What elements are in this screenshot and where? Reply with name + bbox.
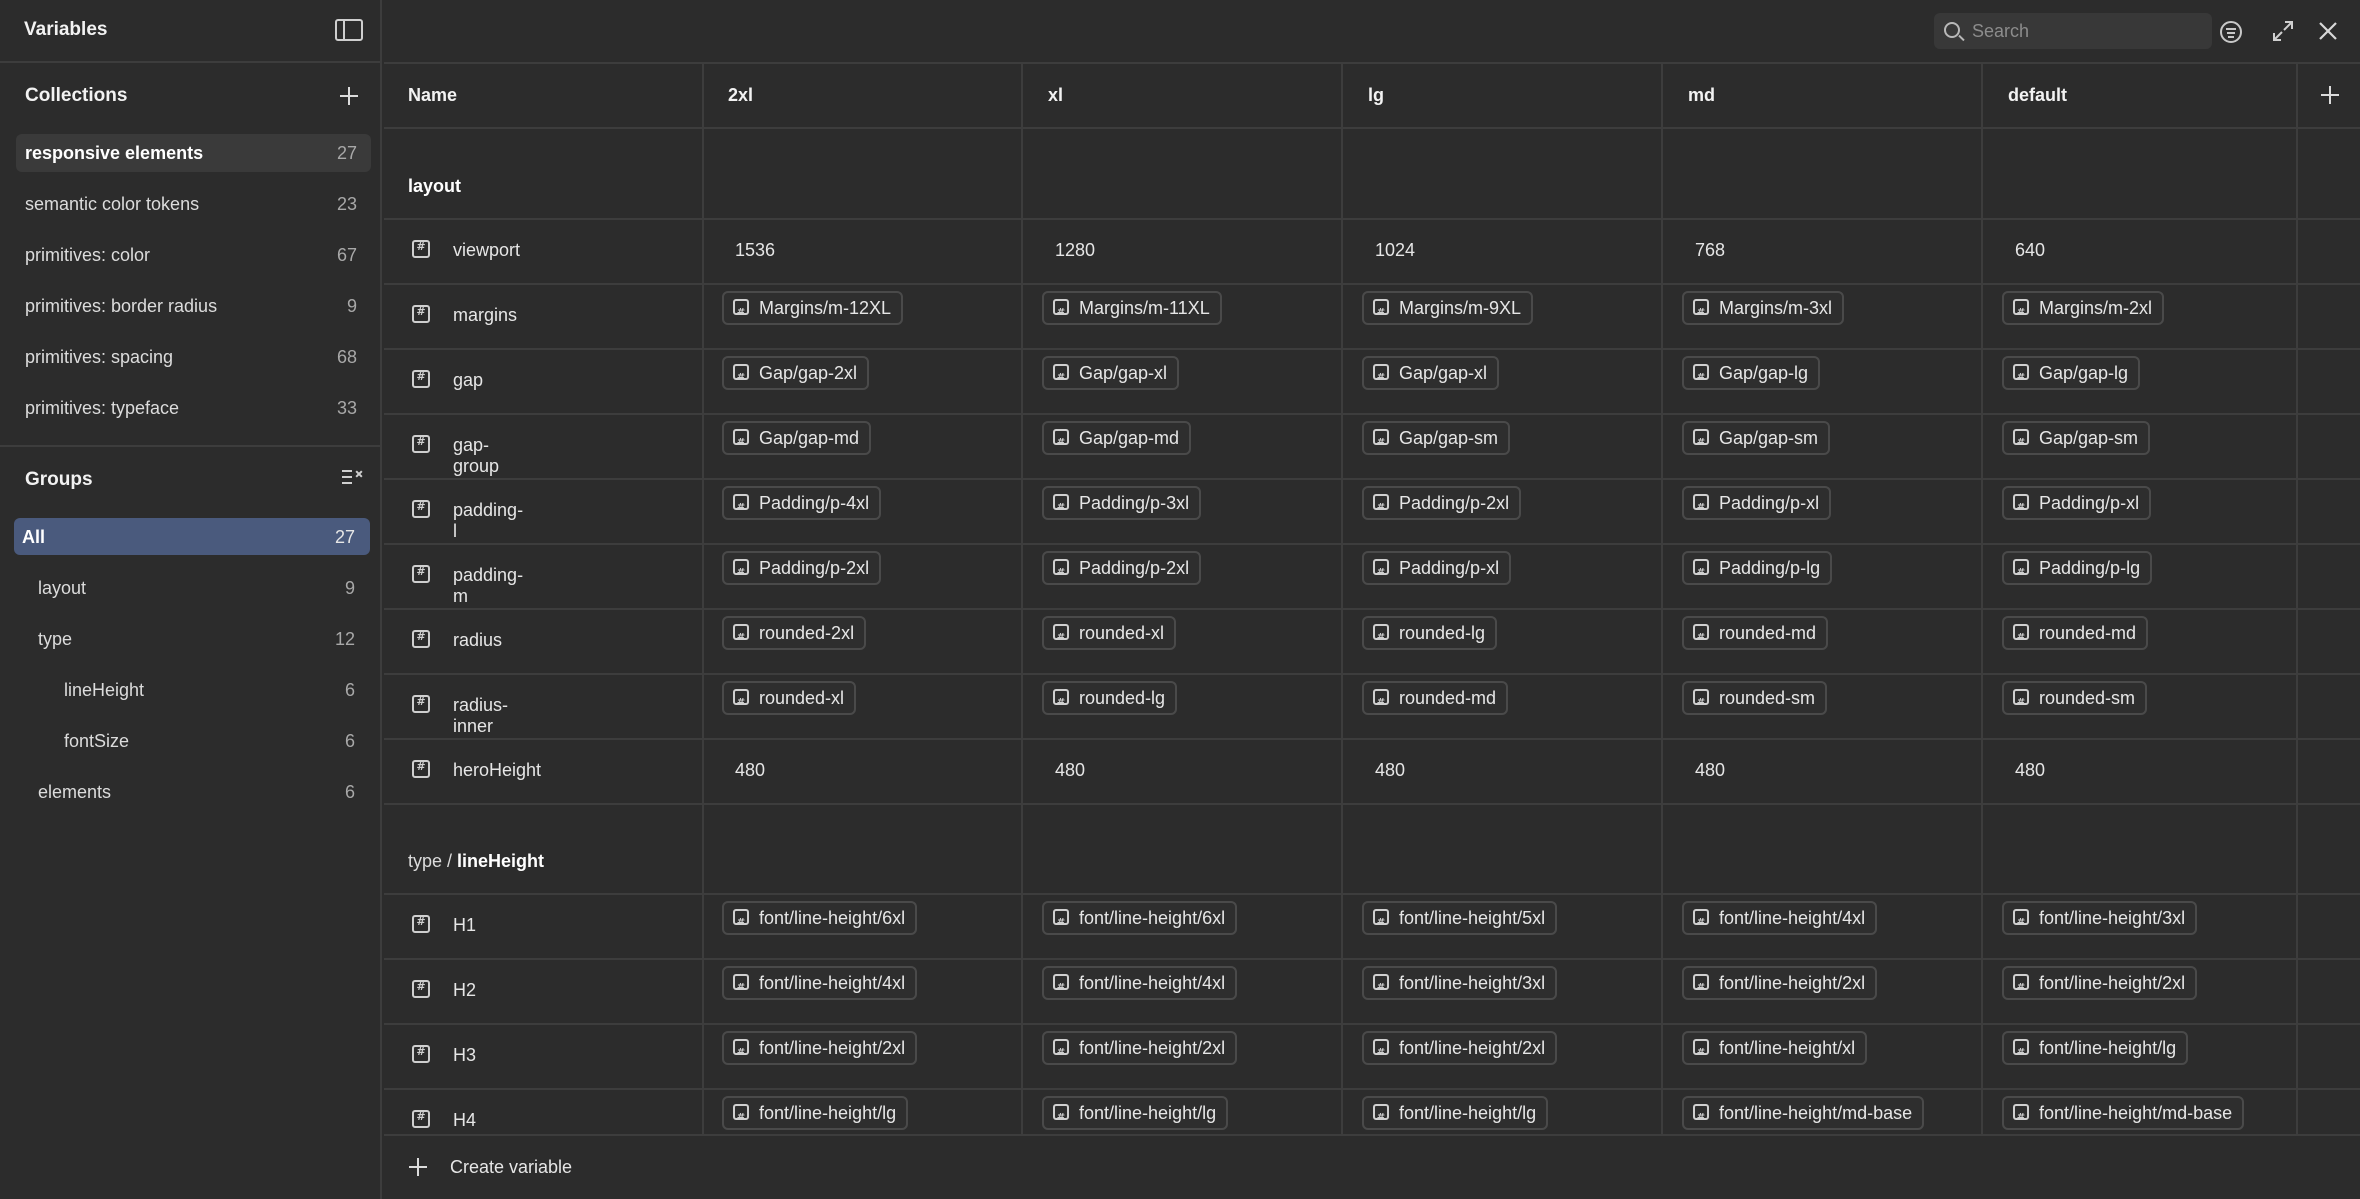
row-divider — [384, 738, 2360, 740]
row-divider — [384, 348, 2360, 350]
alias-value-label: Gap/gap-sm — [2039, 428, 2139, 448]
number-variable-icon — [733, 689, 749, 705]
alias-value-pill[interactable] — [1362, 966, 1557, 1000]
group-count: 9 — [344, 578, 355, 598]
value-cell[interactable]: 480 — [1695, 760, 1726, 780]
alias-value-label: rounded-xl — [1079, 623, 1165, 643]
alias-value-pill[interactable] — [722, 551, 881, 585]
alias-value-label: Margins/m-2xl — [2039, 298, 2153, 318]
collection-count: 27 — [336, 143, 357, 163]
variable-name[interactable]: radius-inner — [453, 695, 509, 736]
number-variable-icon — [1053, 624, 1069, 640]
alias-value-label: Padding/p-lg — [2039, 558, 2141, 578]
alias-value-pill[interactable] — [1682, 1096, 1924, 1130]
number-variable-icon — [1053, 1104, 1069, 1120]
variable-name[interactable]: H1 — [453, 915, 477, 935]
row-divider — [384, 673, 2360, 675]
alias-value-pill[interactable] — [722, 1031, 917, 1065]
alias-value-label: font/line-height/md-base — [1719, 1103, 1913, 1123]
group-label: fontSize — [64, 731, 130, 751]
number-variable-icon — [733, 1104, 749, 1120]
number-variable-icon — [1053, 1039, 1069, 1055]
collection-label: primitives: spacing — [25, 347, 174, 367]
number-variable-icon — [733, 494, 749, 510]
alias-value-label: Margins/m-11XL — [1079, 298, 1210, 318]
value-cell[interactable]: 1280 — [1055, 240, 1096, 260]
alias-value-pill[interactable] — [1682, 616, 1828, 650]
alias-value-pill[interactable] — [1362, 1096, 1548, 1130]
number-variable-icon — [2013, 1039, 2029, 1055]
collection-label: semantic color tokens — [25, 194, 200, 214]
number-variable-icon — [1373, 1104, 1389, 1120]
number-variable-icon — [1373, 429, 1389, 445]
number-variable-icon — [1693, 974, 1709, 990]
alias-value-label: font/line-height/4xl — [759, 973, 906, 993]
number-variable-icon — [1373, 494, 1389, 510]
number-variable-icon — [2013, 299, 2029, 315]
alias-value-label: font/line-height/lg — [1079, 1103, 1217, 1123]
alias-value-pill[interactable] — [722, 421, 871, 455]
alias-value-pill[interactable] — [1362, 1031, 1557, 1065]
variable-name[interactable]: padding-l — [453, 500, 524, 541]
number-variable-icon — [2013, 624, 2029, 640]
number-variable-icon — [412, 565, 430, 583]
collection-count: 9 — [346, 296, 357, 316]
collection-label: primitives: typeface — [25, 398, 180, 418]
value-cell[interactable]: 1536 — [735, 240, 776, 260]
row-divider — [384, 893, 2360, 895]
number-variable-icon — [2013, 909, 2029, 925]
alias-value-pill[interactable] — [1362, 616, 1497, 650]
number-variable-icon — [412, 915, 430, 933]
alias-value-pill[interactable] — [1042, 616, 1176, 650]
number-variable-icon — [1053, 974, 1069, 990]
alias-value-pill[interactable] — [1042, 356, 1179, 390]
value-cell[interactable]: 480 — [2015, 760, 2046, 780]
number-variable-icon — [412, 630, 430, 648]
alias-value-label: font/line-height/4xl — [1719, 908, 1866, 928]
alias-value-label: font/line-height/lg — [1399, 1103, 1537, 1123]
alias-value-pill[interactable] — [2002, 486, 2151, 520]
number-variable-icon — [2013, 1104, 2029, 1120]
number-variable-icon — [412, 1110, 430, 1128]
collection-label: primitives: border radius — [25, 296, 218, 316]
alias-value-pill[interactable] — [1682, 356, 1820, 390]
alias-value-label: font/line-height/5xl — [1399, 908, 1546, 928]
number-variable-icon — [1053, 364, 1069, 380]
collection-label: responsive elements — [25, 143, 204, 163]
alias-value-pill[interactable] — [1042, 966, 1237, 1000]
number-variable-icon — [412, 695, 430, 713]
create-variable-label: Create variable — [450, 1157, 573, 1177]
number-variable-icon — [733, 299, 749, 315]
number-variable-icon — [2013, 974, 2029, 990]
row-divider — [384, 1088, 2360, 1090]
group-name: layout — [408, 176, 462, 196]
value-cell[interactable]: 768 — [1695, 240, 1726, 260]
number-variable-icon — [412, 760, 430, 778]
alias-value-pill[interactable] — [1362, 421, 1510, 455]
alias-value-pill[interactable] — [722, 486, 881, 520]
alias-value-pill[interactable] — [1682, 421, 1830, 455]
alias-value-label: font/line-height/xl — [1719, 1038, 1856, 1058]
number-variable-icon — [412, 980, 430, 998]
alias-value-label: Gap/gap-xl — [1079, 363, 1168, 383]
number-variable-icon — [1053, 429, 1069, 445]
number-variable-icon — [733, 909, 749, 925]
value-cell[interactable]: 480 — [735, 760, 766, 780]
number-variable-icon — [412, 500, 430, 518]
number-variable-icon — [1693, 624, 1709, 640]
collection-label: primitives: color — [25, 245, 151, 265]
variable-name[interactable]: viewport — [453, 240, 521, 260]
alias-value-pill[interactable] — [2002, 1031, 2188, 1065]
group-path: type / — [408, 851, 458, 871]
group-header — [408, 851, 544, 872]
alias-value-label: font/line-height/6xl — [1079, 908, 1226, 928]
alias-value-label: rounded-sm — [1719, 688, 1816, 708]
number-variable-icon — [412, 1045, 430, 1063]
group-label: elements — [38, 782, 112, 802]
value-cell[interactable]: 640 — [2015, 240, 2046, 260]
group-label: lineHeight — [64, 680, 145, 700]
alias-value-pill[interactable] — [1042, 901, 1237, 935]
number-variable-icon — [412, 240, 430, 258]
number-variable-icon — [2013, 364, 2029, 380]
alias-value-label: Gap/gap-lg — [2039, 363, 2129, 383]
group-header — [408, 176, 461, 197]
number-variable-icon — [733, 429, 749, 445]
number-variable-icon — [2013, 559, 2029, 575]
alias-value-label: font/line-height/2xl — [1719, 973, 1866, 993]
number-variable-icon — [1693, 494, 1709, 510]
alias-value-pill[interactable] — [1042, 681, 1177, 715]
column-header-xl[interactable]: xl — [1048, 85, 1064, 105]
group-label: All — [22, 527, 46, 547]
variable-name[interactable]: heroHeight — [453, 760, 542, 780]
variable-name[interactable]: H3 — [453, 1045, 477, 1065]
alias-value-label: Gap/gap-2xl — [759, 363, 858, 383]
divider — [384, 1134, 2360, 1136]
alias-value-pill[interactable] — [2002, 616, 2148, 650]
number-variable-icon — [1373, 1039, 1389, 1055]
alias-value-pill[interactable] — [1362, 356, 1499, 390]
number-variable-icon — [2013, 689, 2029, 705]
alias-value-label: Gap/gap-md — [1079, 428, 1180, 448]
alias-value-label: Padding/p-2xl — [759, 558, 870, 578]
collection-count: 33 — [336, 398, 357, 418]
row-divider — [384, 1023, 2360, 1025]
alias-value-pill[interactable] — [722, 901, 917, 935]
alias-value-label: Margins/m-9XL — [1399, 298, 1522, 318]
number-variable-icon — [2013, 429, 2029, 445]
number-variable-icon — [1373, 974, 1389, 990]
alias-value-label: rounded-md — [1399, 688, 1497, 708]
alias-value-label: font/line-height/2xl — [1399, 1038, 1546, 1058]
number-variable-icon — [1693, 429, 1709, 445]
number-variable-icon — [1693, 1039, 1709, 1055]
collection-count: 23 — [336, 194, 357, 214]
variable-name[interactable]: H4 — [453, 1110, 477, 1130]
alias-value-pill[interactable] — [1362, 901, 1557, 935]
variable-name[interactable]: gap — [453, 370, 484, 390]
row-divider — [384, 958, 2360, 960]
alias-value-pill[interactable] — [1362, 681, 1508, 715]
value-cell[interactable]: 480 — [1055, 760, 1086, 780]
column-header-lg[interactable]: lg — [1368, 85, 1384, 105]
alias-value-pill[interactable] — [722, 616, 866, 650]
group-count: 12 — [334, 629, 355, 649]
alias-value-label: Padding/p-lg — [1719, 558, 1821, 578]
alias-value-label: Gap/gap-md — [759, 428, 860, 448]
row-divider — [384, 543, 2360, 545]
alias-value-label: rounded-2xl — [759, 623, 855, 643]
number-variable-icon — [1053, 689, 1069, 705]
number-variable-icon — [1053, 494, 1069, 510]
column-header-md[interactable]: md — [1688, 85, 1715, 105]
group-label: layout — [38, 578, 87, 598]
row-divider — [384, 803, 2360, 805]
alias-value-pill[interactable] — [1362, 486, 1521, 520]
alias-value-label: Gap/gap-sm — [1719, 428, 1819, 448]
alias-value-label: Padding/p-xl — [2039, 493, 2140, 513]
alias-value-label: font/line-height/lg — [2039, 1038, 2177, 1058]
number-variable-icon — [412, 435, 430, 453]
group-label: type — [38, 629, 73, 649]
alias-value-pill[interactable] — [2002, 681, 2147, 715]
number-variable-icon — [2013, 494, 2029, 510]
column-header-2xl[interactable]: 2xl — [728, 85, 754, 105]
alias-value-label: font/line-height/lg — [759, 1103, 897, 1123]
alias-value-pill[interactable] — [1682, 291, 1844, 325]
alias-value-label: font/line-height/3xl — [1399, 973, 1546, 993]
value-cell[interactable]: 480 — [1375, 760, 1406, 780]
alias-value-pill[interactable] — [1042, 291, 1222, 325]
alias-value-label: Gap/gap-sm — [1399, 428, 1499, 448]
number-variable-icon — [1373, 689, 1389, 705]
row-divider — [384, 283, 2360, 285]
alias-value-label: Padding/p-3xl — [1079, 493, 1190, 513]
alias-value-label: Padding/p-xl — [1399, 558, 1500, 578]
alias-value-label: Padding/p-xl — [1719, 493, 1820, 513]
variable-name[interactable]: gap-group — [453, 435, 500, 476]
alias-value-label: font/line-height/3xl — [2039, 908, 2186, 928]
variable-name[interactable]: padding-m — [453, 565, 524, 606]
variable-name[interactable]: radius — [453, 630, 503, 650]
alias-value-label: font/line-height/2xl — [2039, 973, 2186, 993]
row-divider — [384, 218, 2360, 220]
alias-value-pill[interactable] — [1682, 681, 1827, 715]
alias-value-label: Gap/gap-lg — [1719, 363, 1809, 383]
number-variable-icon — [1053, 909, 1069, 925]
number-variable-icon — [1373, 624, 1389, 640]
alias-value-pill[interactable] — [2002, 356, 2140, 390]
alias-value-pill[interactable] — [722, 291, 903, 325]
variable-name[interactable]: margins — [453, 305, 518, 325]
alias-value-label: font/line-height/6xl — [759, 908, 906, 928]
alias-value-label: Padding/p-2xl — [1079, 558, 1190, 578]
number-variable-icon — [733, 974, 749, 990]
alias-value-label: Padding/p-2xl — [1399, 493, 1510, 513]
alias-value-label: Gap/gap-xl — [1399, 363, 1488, 383]
collections-header: Collections — [25, 85, 128, 106]
number-variable-icon — [412, 305, 430, 323]
panel-title: Variables — [24, 19, 108, 40]
group-count: 27 — [334, 527, 355, 547]
number-variable-icon — [733, 559, 749, 575]
number-variable-icon — [1053, 299, 1069, 315]
alias-value-label: Margins/m-12XL — [759, 298, 892, 318]
alias-value-pill[interactable] — [1682, 1031, 1867, 1065]
alias-value-pill[interactable] — [2002, 291, 2164, 325]
alias-value-label: font/line-height/4xl — [1079, 973, 1226, 993]
groups-header: Groups — [25, 469, 93, 490]
alias-value-pill[interactable] — [1042, 1096, 1228, 1130]
alias-value-pill[interactable] — [1042, 421, 1191, 455]
collection-count: 67 — [336, 245, 357, 265]
number-variable-icon — [1693, 299, 1709, 315]
group-count: 6 — [344, 782, 355, 802]
alias-value-pill[interactable] — [2002, 421, 2150, 455]
column-header-default[interactable]: default — [2008, 85, 2068, 105]
plus-icon — [406, 1155, 430, 1179]
alias-value-pill[interactable] — [722, 1096, 908, 1130]
alias-value-label: rounded-md — [1719, 623, 1817, 643]
alias-value-pill[interactable] — [722, 356, 869, 390]
alias-value-label: font/line-height/2xl — [759, 1038, 906, 1058]
group-count: 6 — [344, 731, 355, 751]
number-variable-icon — [1693, 909, 1709, 925]
number-variable-icon — [1373, 559, 1389, 575]
number-variable-icon — [1693, 1104, 1709, 1120]
alias-value-label: rounded-sm — [2039, 688, 2136, 708]
alias-value-pill[interactable] — [1042, 1031, 1237, 1065]
alias-value-pill[interactable] — [1362, 551, 1511, 585]
collection-count: 68 — [336, 347, 357, 367]
alias-value-label: rounded-md — [2039, 623, 2137, 643]
number-variable-icon — [1373, 364, 1389, 380]
number-variable-icon — [1693, 364, 1709, 380]
alias-value-label: rounded-lg — [1399, 623, 1486, 643]
alias-value-pill[interactable] — [1042, 551, 1201, 585]
alias-value-pill[interactable] — [1682, 966, 1877, 1000]
number-variable-icon — [1053, 559, 1069, 575]
row-divider — [384, 608, 2360, 610]
number-variable-icon — [1693, 689, 1709, 705]
alias-value-label: rounded-lg — [1079, 688, 1166, 708]
number-variable-icon — [412, 370, 430, 388]
alias-value-pill[interactable] — [722, 966, 917, 1000]
alias-value-pill[interactable] — [2002, 1096, 2244, 1130]
number-variable-icon — [1373, 299, 1389, 315]
alias-value-label: Margins/m-3xl — [1719, 298, 1833, 318]
number-variable-icon — [1373, 909, 1389, 925]
row-divider — [384, 478, 2360, 480]
alias-value-pill[interactable] — [1682, 486, 1831, 520]
variable-name[interactable]: H2 — [453, 980, 477, 1000]
value-cell[interactable]: 1024 — [1375, 240, 1416, 260]
group-count: 6 — [344, 680, 355, 700]
alias-value-pill[interactable] — [2002, 551, 2152, 585]
alias-value-label: font/line-height/2xl — [1079, 1038, 1226, 1058]
alias-value-pill[interactable] — [1362, 291, 1533, 325]
alias-value-pill[interactable] — [2002, 901, 2197, 935]
column-header-name[interactable]: Name — [408, 85, 458, 105]
number-variable-icon — [733, 624, 749, 640]
alias-value-pill[interactable] — [2002, 966, 2197, 1000]
number-variable-icon — [733, 364, 749, 380]
alias-value-pill[interactable] — [1682, 901, 1877, 935]
alias-value-label: Padding/p-4xl — [759, 493, 870, 513]
group-name: lineHeight — [457, 851, 545, 871]
alias-value-pill[interactable] — [1682, 551, 1832, 585]
alias-value-pill[interactable] — [722, 681, 856, 715]
alias-value-label: font/line-height/md-base — [2039, 1103, 2233, 1123]
row-divider — [384, 413, 2360, 415]
alias-value-pill[interactable] — [1042, 486, 1201, 520]
number-variable-icon — [1693, 559, 1709, 575]
alias-value-label: rounded-xl — [759, 688, 845, 708]
number-variable-icon — [733, 1039, 749, 1055]
